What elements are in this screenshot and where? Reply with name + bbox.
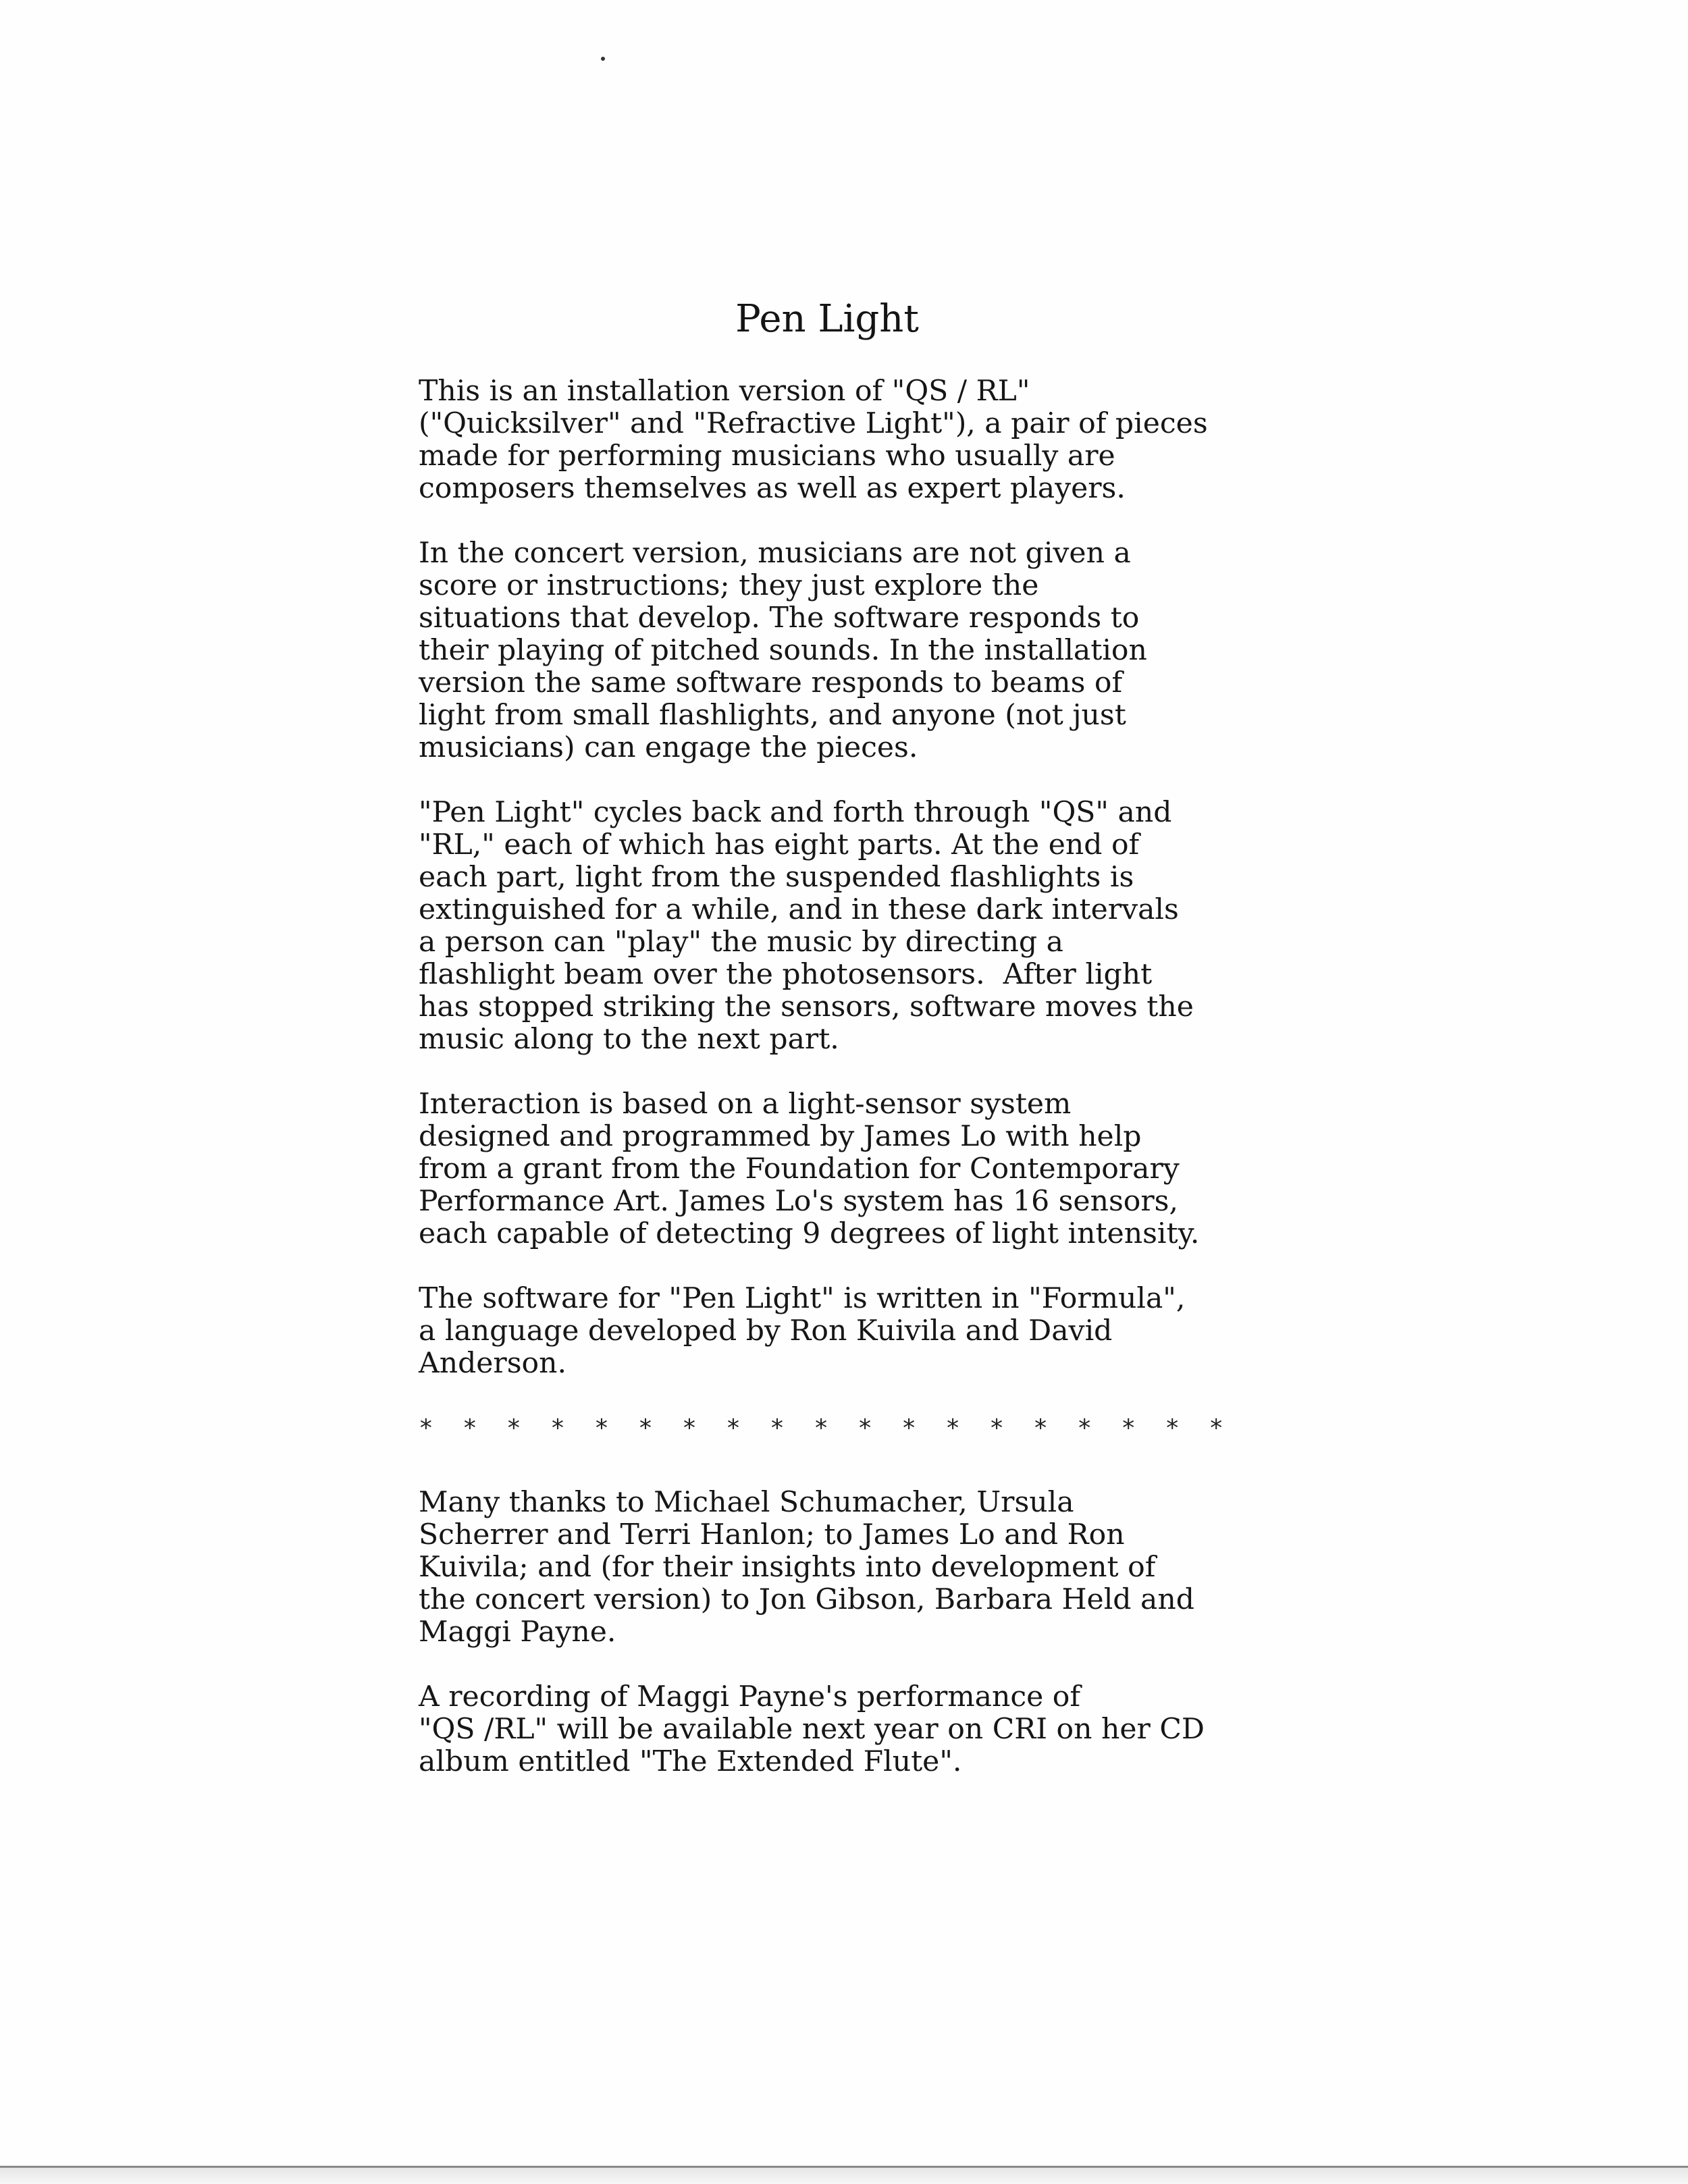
text-line: Kuivila; and (for their insights into development of: [419, 1551, 1156, 1584]
text-line: situations that develop. The software responds to: [419, 602, 1140, 635]
text-line: designed and programmed by James Lo with help: [419, 1120, 1142, 1153]
text-line: Maggi Payne.: [419, 1616, 616, 1649]
text-line: Interaction is based on a light-sensor system: [419, 1088, 1072, 1121]
text-line: Performance Art. James Lo's system has 16 sensors,: [419, 1185, 1178, 1218]
text-line: a person can "play" the music by directing a: [419, 926, 1063, 959]
paragraph-concert-version: [419, 537, 1296, 764]
text-line: The software for "Pen Light" is written in "Formula",: [419, 1282, 1186, 1315]
text-line: the concert version) to Jon Gibson, Barbara Held and: [419, 1583, 1194, 1616]
document-title: Pen Light: [735, 297, 919, 341]
text-line: extinguished for a while, and in these dark intervals: [419, 893, 1179, 926]
paragraph-recording: [419, 1681, 1296, 1778]
text-line: made for performing musicians who usually are: [419, 440, 1115, 473]
paragraph-thanks: [419, 1487, 1296, 1649]
text-line: This is an installation version of "QS / RL": [419, 375, 1030, 408]
text-line: flashlight beam over the photosensors. After light: [419, 958, 1153, 991]
paragraph-intro: [419, 375, 1296, 505]
document-body: [419, 375, 1296, 1811]
text-line: ("Quicksilver" and "Refractive Light"), a pair of pieces: [419, 407, 1208, 440]
text-line: light from small flashlights, and anyone (not just: [419, 699, 1126, 732]
text-line: score or instructions; they just explore the: [419, 569, 1039, 602]
asterisk-separator: * * * * * * * * * * * * * * * * * * *: [419, 1414, 1224, 1442]
text-line: from a grant from the Foundation for Contemporary: [419, 1152, 1180, 1186]
paragraph-interaction: [419, 1088, 1296, 1250]
paragraph-cycles: [419, 797, 1296, 1056]
text-line: A recording of Maggi Payne's performance of: [419, 1680, 1081, 1713]
text-line: each part, light from the suspended flashlights is: [419, 861, 1134, 894]
paragraph-software: [419, 1283, 1296, 1380]
text-line: music along to the next part.: [419, 1023, 839, 1056]
text-line: "Pen Light" cycles back and forth through "QS" and: [419, 796, 1172, 829]
text-line: Scherrer and Terri Hanlon; to James Lo and Ron: [419, 1518, 1125, 1551]
text-line: "RL," each of which has eight parts. At the end of: [419, 828, 1140, 861]
text-line: each capable of detecting 9 degrees of light intensity.: [419, 1217, 1200, 1250]
text-line: "QS /RL" will be available next year on CRI on her CD: [419, 1713, 1205, 1746]
text-line: their playing of pitched sounds. In the installation: [419, 634, 1147, 667]
text-line: composers themselves as well as expert players.: [419, 472, 1126, 505]
text-line: Many thanks to Michael Schumacher, Ursula: [419, 1486, 1074, 1519]
text-line: musicians) can engage the pieces.: [419, 731, 918, 764]
text-line: album entitled "The Extended Flute".: [419, 1745, 962, 1778]
text-line: Anderson.: [419, 1347, 567, 1380]
text-line: has stopped striking the sensors, software moves the: [419, 990, 1194, 1023]
scan-edge-shadow: [0, 2168, 1688, 2184]
text-line: version the same software responds to beams of: [419, 666, 1123, 699]
scan-speck: [601, 57, 605, 61]
text-line: In the concert version, musicians are not given a: [419, 537, 1131, 570]
text-line: a language developed by Ron Kuivila and David: [419, 1314, 1113, 1348]
